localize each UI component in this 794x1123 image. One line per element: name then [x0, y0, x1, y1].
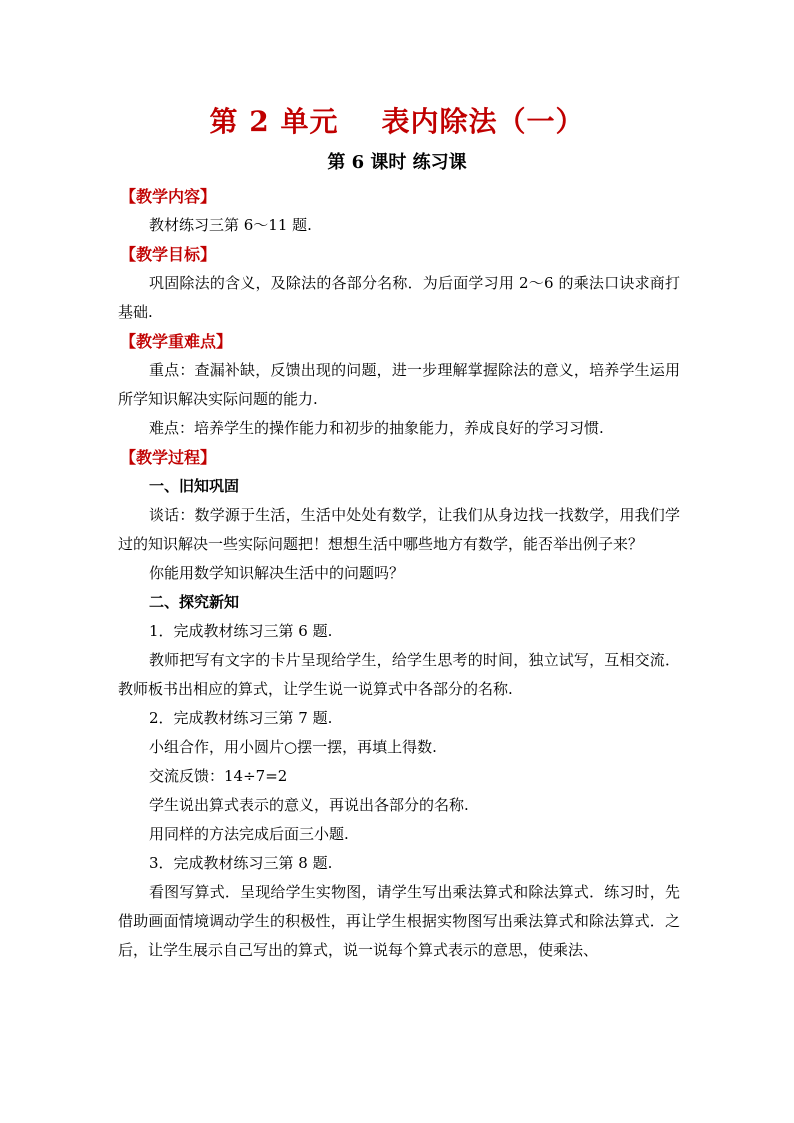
section-heading-process: 【教学过程】 — [120, 448, 217, 467]
process-item2: 2．完成教材练习三第 7 题. — [149, 709, 333, 727]
process-item2-explain: 学生说出算式表示的意义，再说出各部分的名称. — [149, 796, 469, 814]
process-item2-same: 用同样的方法完成后面三小题. — [149, 825, 349, 843]
section-heading-goal: 【教学目标】 — [120, 245, 217, 264]
process-part1-question: 你能用数学知识解决生活中的问题吗？ — [149, 564, 405, 582]
content-text: 教材练习三第 6～11 题. — [149, 216, 312, 234]
focus-difficult-text: 难点：培养学生的操作能力和初步的抽象能力，养成良好的学习习惯. — [149, 419, 604, 437]
process-item3: 3．完成教材练习三第 8 题. — [149, 854, 333, 872]
process-item2-text: 小组合作，用小圆片○摆一摆，再填上得数. — [149, 738, 437, 756]
lesson-subtitle: 第 6 课时 练习课 — [327, 152, 467, 173]
process-item1: 1．完成教材练习三第 6 题. — [149, 622, 333, 640]
section-heading-focus: 【教学重难点】 — [120, 332, 233, 351]
process-part1-title: 一、旧知巩固 — [149, 477, 240, 495]
document-body — [118, 182, 680, 965]
process-part1-talk: 谈话：数学源于生活，生活中处处有数学，让我们从身边找一找数学，用我们学过的知识解决一些实际问题把！想想生活中哪些地方有数学，能否举出例子来？ — [118, 506, 680, 553]
section-heading-content: 【教学内容】 — [120, 187, 217, 206]
focus-key-text: 重点：查漏补缺，反馈出现的问题，进一步理解掌握除法的意义，培养学生运用所学知识解决实际问题的能力. — [118, 361, 680, 408]
process-item2-feedback: 交流反馈：14÷7=2 — [149, 767, 288, 785]
process-item3-text: 看图写算式．呈现给学生实物图，请学生写出乘法算式和除法算式．练习时，先借助画面情境调动学生的积极性，再让学生根据实物图写出乘法算式和除法算式．之后，让学生展示自己写出的算式，说一说每个算式表示的意思，使乘法、 — [118, 883, 680, 959]
goal-text: 巩固除法的含义，及除法的各部分名称．为后面学习用 2～6 的乘法口诀求商打基础. — [118, 274, 680, 321]
unit-title: 第 2 单元 表内除法（一） — [209, 105, 585, 138]
process-item1-text: 教师把写有文字的卡片呈现给学生，给学生思考的时间，独立试写，互相交流．教师板书出相应的算式，让学生说一说算式中各部分的名称. — [118, 651, 680, 698]
process-part2-title: 二、探究新知 — [149, 593, 240, 611]
